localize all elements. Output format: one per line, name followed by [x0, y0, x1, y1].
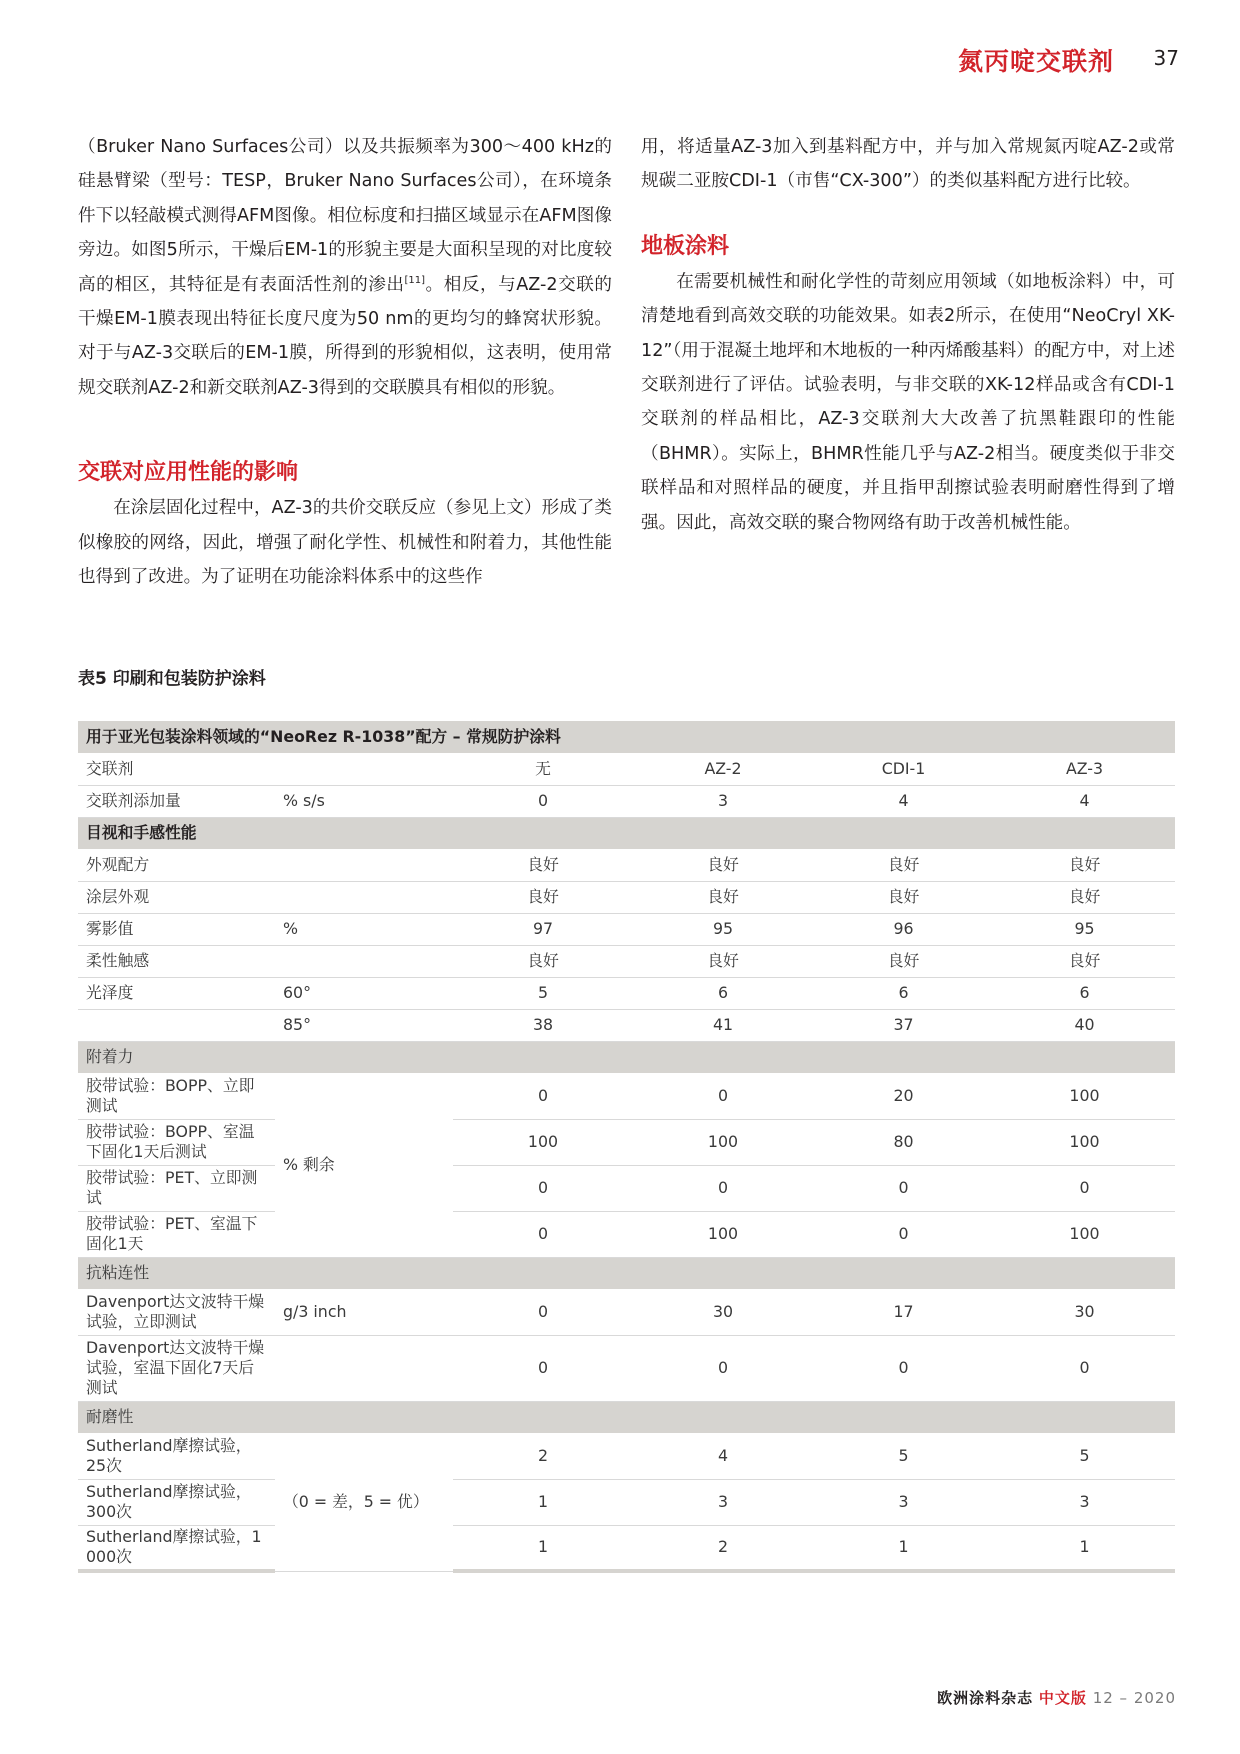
- crosslinker-label: 交联剂: [78, 753, 275, 785]
- table-row: [78, 945, 1175, 977]
- left-paragraph-1: [78, 130, 612, 405]
- table-cell-value: 0: [453, 1211, 633, 1257]
- section-abrasion-header: 耐磨性: [78, 1401, 1175, 1433]
- table-cell-value: 0: [633, 1335, 813, 1401]
- table-cell-value: 良好: [813, 945, 994, 977]
- left-paragraph-1-tail: 。相反，与AZ-2交联的干燥EM-1膜表现出特征长度尺度为50 nm的更均匀的蜂窝状形貌。对于与AZ-3交联后的EM-1膜，所得到的形貌相似，这表明，使用常规交联剂AZ-2和新交联剂AZ-3得到的交联膜具有相似的形貌。: [78, 274, 612, 398]
- table-cell-value: 0: [453, 1165, 633, 1211]
- footer-issue: 12 – 2020: [1092, 1689, 1176, 1707]
- running-header-title: 氮丙啶交联剂: [957, 47, 1114, 76]
- table-cell-value: 6: [994, 977, 1175, 1009]
- row-label: 柔性触感: [78, 945, 275, 977]
- table-row: [78, 1073, 1175, 1119]
- row-label: 胶带试验：BOPP、立即测试: [78, 1073, 275, 1119]
- table-cell-value: 0: [813, 1211, 994, 1257]
- table-cell-value: 95: [994, 913, 1175, 945]
- row-label: Davenport达文波特干燥试验，室温下固化7天后测试: [78, 1335, 275, 1401]
- table-cell-value: 5: [453, 977, 633, 1009]
- table-cell-value: 0: [453, 1335, 633, 1401]
- table-cell-value: 3: [994, 1479, 1175, 1525]
- table-row: [78, 1165, 1175, 1211]
- row-label: Sutherland摩擦试验，300次: [78, 1479, 275, 1525]
- unit-cell: %: [275, 913, 453, 945]
- left-column: [78, 130, 612, 594]
- row-label: 涂层外观: [78, 881, 275, 913]
- table-cell-value: 0: [453, 785, 633, 817]
- table-cell-value: 2: [633, 1525, 813, 1571]
- table-cell-value: 17: [813, 1289, 994, 1335]
- table-cell-value: 41: [633, 1009, 813, 1041]
- table-cell-value: 1: [813, 1525, 994, 1571]
- table-cell-value: 良好: [453, 849, 633, 881]
- table-row: [78, 1525, 1175, 1571]
- unit-cell: 60°: [275, 977, 453, 1009]
- row-label: Davenport达文波特干燥试验，立即测试: [78, 1289, 275, 1335]
- right-paragraph-2: 在需要机械性和耐化学性的苛刻应用领域（如地板涂料）中，可清楚地看到高效交联的功能效果。如表2所示，在使用“NeoCryl XK-12”（用于混凝土地坪和木地板的一种丙烯酸基料）的配方中，对上述交联剂进行了评估。试验表明，与非交联的XK-12样品或含有CDI-1交联剂的样品相比，AZ-3交联剂大大改善了抗黑鞋跟印的性能（BHMR）。实际上，BHMR性能几乎与AZ-2相当。硬度类似于非交联样品和对照样品的硬度，并且指甲刮擦试验表明耐磨性得到了增强。因此，高效交联的聚合物网络有助于改善机械性能。: [641, 271, 1175, 533]
- table-cell-value: 良好: [633, 945, 813, 977]
- table-cell-value: 0: [994, 1165, 1175, 1211]
- page-number: 37: [1153, 46, 1179, 70]
- row-label: [78, 1009, 275, 1041]
- right-paragraph-1: 用，将适量AZ-3加入到基料配方中，并与加入常规氮丙啶AZ-2或常规碳二亚胺CDI-1（市售“CX-300”）的类似基料配方进行比较。: [641, 137, 1175, 192]
- row-label: 胶带试验：PET、立即测试: [78, 1165, 275, 1211]
- table-cell-value: 3: [813, 1479, 994, 1525]
- table-row: [78, 913, 1175, 945]
- table-cell-value: 97: [453, 913, 633, 945]
- column-header: AZ-2: [633, 753, 813, 785]
- table-row: [78, 881, 1175, 913]
- left-paragraph-2: 在涂层固化过程中，AZ-3的共价交联反应（参见上文）形成了类似橡胶的网络，因此，增强了耐化学性、机械性和附着力，其他性能也得到了改进。为了证明在功能涂料体系中的这些作: [78, 498, 612, 588]
- table-row: [78, 1479, 1175, 1525]
- table-cell-value: 3: [633, 1479, 813, 1525]
- footer-magazine: 欧洲涂料杂志: [937, 1689, 1034, 1707]
- table-row: [78, 1041, 1175, 1073]
- table-cell-value: 良好: [813, 849, 994, 881]
- table-cell-value: 4: [633, 1433, 813, 1479]
- table-cell-value: 96: [813, 913, 994, 945]
- row-label: 胶带试验：BOPP、室温下固化1天后测试: [78, 1119, 275, 1165]
- table-cell-value: 5: [994, 1433, 1175, 1479]
- table-row: [78, 1433, 1175, 1479]
- table-row: [78, 817, 1175, 849]
- table-cell-value: 1: [453, 1525, 633, 1571]
- row-label: Sutherland摩擦试验，25次: [78, 1433, 275, 1479]
- table-cell-value: 100: [453, 1119, 633, 1165]
- table-row: [78, 849, 1175, 881]
- properties-table: [78, 721, 1175, 1573]
- table-cell-value: 95: [633, 913, 813, 945]
- table-cell-value: 良好: [453, 881, 633, 913]
- section-heading-floor-coatings: 地板涂料: [641, 233, 730, 259]
- table-title-row: 用于亚光包装涂料领域的“NeoRez R-1038”配方 – 常规防护涂料: [78, 721, 1175, 753]
- table-cell-value: 40: [994, 1009, 1175, 1041]
- table-row: [78, 1401, 1175, 1433]
- table-row: [78, 1009, 1175, 1041]
- unit-cell: g/3 inch: [275, 1289, 453, 1335]
- table-row: [78, 785, 1175, 817]
- row-label: 胶带试验：PET、室温下固化1天: [78, 1211, 275, 1257]
- section-blocking-header: 抗粘连性: [78, 1257, 1175, 1289]
- left-paragraph-1-text: （Bruker Nano Surfaces公司）以及共振频率为300～400 kHz的硅悬臂梁（型号：TESP，Bruker Nano Surfaces公司），在环境条件下以轻敲模式测得AFM图像。相位标度和扫描区域显示在AFM图像旁边。如图5所示，干燥后EM-1的形貌主要是大面积呈现的对比度较高的相区，其特征是有表面活性剂的渗出: [78, 137, 612, 295]
- table-cell-value: 良好: [633, 881, 813, 913]
- column-header: CDI-1: [813, 753, 994, 785]
- table-cell-value: 30: [633, 1289, 813, 1335]
- table-cell-value: 20: [813, 1073, 994, 1119]
- column-header: AZ-3: [994, 753, 1175, 785]
- table-cell-value: 0: [453, 1073, 633, 1119]
- adhesion-unit-cell: % 剩余: [275, 1073, 453, 1257]
- table-cell-value: 良好: [453, 945, 633, 977]
- table-cell-value: 0: [813, 1165, 994, 1211]
- table-cell-value: 100: [994, 1073, 1175, 1119]
- right-column: [641, 130, 1175, 540]
- table-cell-value: 良好: [994, 881, 1175, 913]
- table-cell-value: 0: [453, 1289, 633, 1335]
- table-cell-value: 4: [994, 785, 1175, 817]
- row-label: 雾影值: [78, 913, 275, 945]
- section-adhesion-header: 附着力: [78, 1041, 1175, 1073]
- table-cell-value: 1: [994, 1525, 1175, 1571]
- unit-cell: [275, 881, 453, 913]
- table-row: [78, 753, 1175, 785]
- reference-marker[interactable]: [11]: [404, 274, 426, 286]
- table-cell-value: 100: [994, 1119, 1175, 1165]
- table-row: [78, 1211, 1175, 1257]
- abrasion-unit-cell: （0 = 差，5 = 优）: [275, 1433, 453, 1571]
- unit-cell: % s/s: [275, 785, 453, 817]
- table-cell-value: 0: [994, 1335, 1175, 1401]
- row-label: 光泽度: [78, 977, 275, 1009]
- table-row: [78, 721, 1175, 753]
- row-label: 交联剂添加量: [78, 785, 275, 817]
- unit-cell: [275, 849, 453, 881]
- section-visual-header: 目视和手感性能: [78, 817, 1175, 849]
- table-cell-value: 100: [633, 1211, 813, 1257]
- table-row: [78, 1257, 1175, 1289]
- footer: [937, 1687, 1176, 1708]
- table-cell-value: 0: [813, 1335, 994, 1401]
- table-cell-value: 2: [453, 1433, 633, 1479]
- table-cell-value: 37: [813, 1009, 994, 1041]
- table-row: [78, 1119, 1175, 1165]
- row-label: Sutherland摩擦试验，1 000次: [78, 1525, 275, 1571]
- section-heading-application-performance: 交联对应用性能的影响: [78, 460, 299, 486]
- table-cell-value: 良好: [813, 881, 994, 913]
- table-cell-value: 0: [633, 1073, 813, 1119]
- table-cell-value: 30: [994, 1289, 1175, 1335]
- table-row: [78, 977, 1175, 1009]
- unit-cell: [275, 945, 453, 977]
- table-cell-value: 6: [813, 977, 994, 1009]
- column-header: 无: [453, 753, 633, 785]
- unit-cell: 85°: [275, 1009, 453, 1041]
- table-cell-value: 38: [453, 1009, 633, 1041]
- table-row: [78, 1335, 1175, 1401]
- table-caption: 表5 印刷和包装防护涂料: [78, 669, 266, 689]
- unit-cell: [275, 753, 453, 785]
- footer-edition: 中文版: [1038, 1689, 1087, 1707]
- table-cell-value: 4: [813, 785, 994, 817]
- table-cell-value: 良好: [633, 849, 813, 881]
- unit-cell: [275, 1335, 453, 1401]
- row-label: 外观配方: [78, 849, 275, 881]
- table-cell-value: 0: [633, 1165, 813, 1211]
- table-cell-value: 5: [813, 1433, 994, 1479]
- table-cell-value: 100: [994, 1211, 1175, 1257]
- table-cell-value: 100: [633, 1119, 813, 1165]
- table-row: [78, 1289, 1175, 1335]
- table-cell-value: 80: [813, 1119, 994, 1165]
- table-cell-value: 3: [633, 785, 813, 817]
- table-cell-value: 6: [633, 977, 813, 1009]
- table-cell-value: 良好: [994, 945, 1175, 977]
- table-cell-value: 良好: [994, 849, 1175, 881]
- table-cell-value: 1: [453, 1479, 633, 1525]
